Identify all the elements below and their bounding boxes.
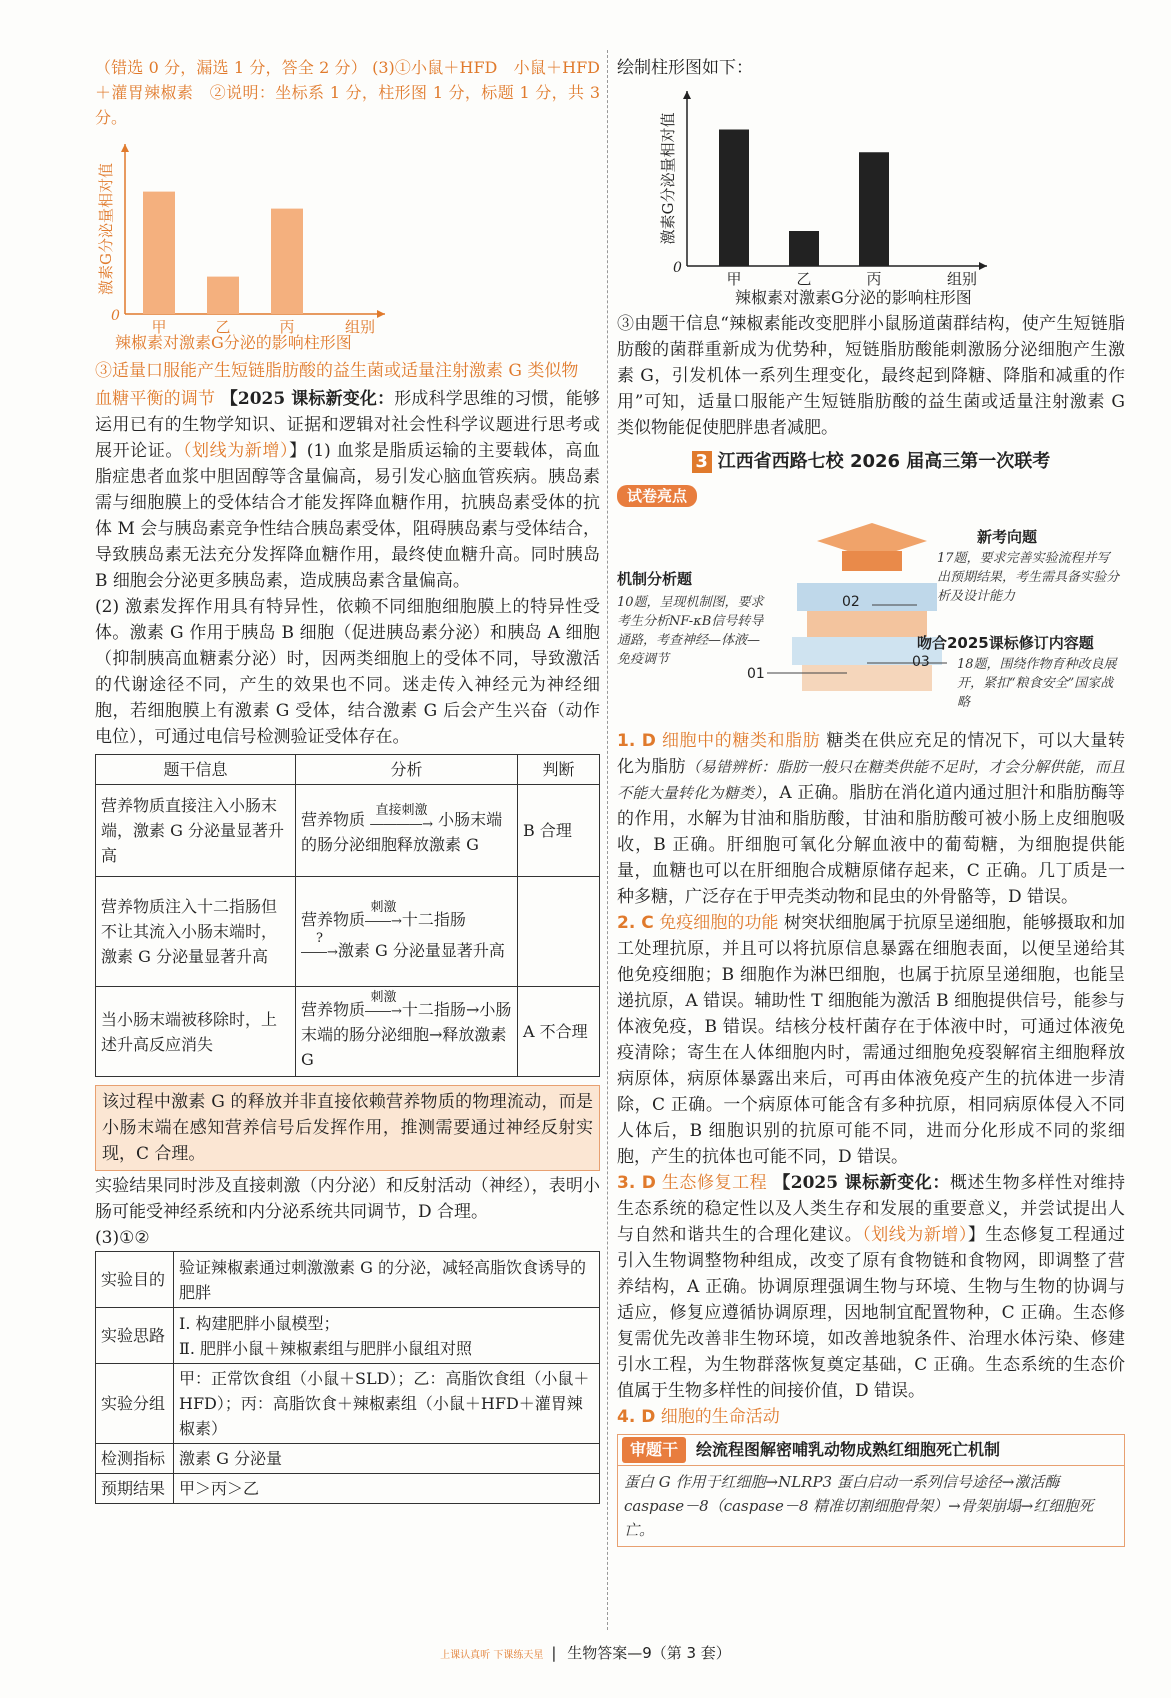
tick-label-丙: 丙 xyxy=(866,270,882,288)
right-column xyxy=(617,55,1125,1547)
t1-r3-arrow-label: 刺激 xyxy=(370,990,397,1005)
t2-v1b: Ⅱ. 肥胖小鼠＋辣椒素组与肥胖小鼠组对照 xyxy=(179,1338,473,1358)
a3-text: 】生态修复工程通过引入生物调整物种组成，改变了原有食物链和食物网，即调整了营养结构，A 正确。协调原理强调生物与环境、生物与生物的协调与适应，修复应遵循协调原理，因地制宜配置物种，C 正确。生态修复需优先改善非生物环境，如改善地貌条件、治理水体污染、修建引水工程，为生物群落恢复奠定基础，C 正确。生态系统的生态价值属于生物多样性的间接价值，D 错误。 xyxy=(617,1225,1126,1401)
footer-brand: 上课认真听 下课练天星 xyxy=(440,1650,544,1661)
hi3-text: 18题，围绕作物育种改良展开，紧扣“粮食安全”国家战略 xyxy=(957,657,1117,710)
shen-text: 蛋白 G 作用于红细胞→NLRP3 蛋白启动一系列信号途径→激活酶 caspase－8（caspase－8 精准切割细胞骨架）→骨架崩塌→红细胞死亡。 xyxy=(624,1473,1094,1539)
a3-tag-note: （划线为新增） xyxy=(862,1225,968,1245)
x-axis-arrow xyxy=(377,310,385,318)
origin-label: 0 xyxy=(111,308,120,324)
bar-乙 xyxy=(207,277,239,314)
shen-tag: 审题干 xyxy=(622,1437,686,1463)
t2-k0: 实验目的 xyxy=(96,1252,174,1308)
a2-text: 树突状细胞属于抗原呈递细胞，能够摄取和加工处理抗原，并且可以将抗原信息暴露在细胞表面，以便呈递给其他免疫细胞；B 细胞作为淋巴细胞，也属于抗原呈递细胞，也能呈递抗原，A 错误。辅助性 T 细胞能为激活 B 细胞提供信号，能参与体液免疫，B 错误。结核分枝杆菌存在于体液中时，可通过体液免疫清除；寄生在人体细胞内时，需通过细胞免疫裂解宿主细胞释放病原体，病原体暴露出来后，可再由体液免疫产生的抗体进一步清除，C 正确。一个病原体可能含有多种抗原，相同病原体侵入不同人体后，B 细胞识别的抗原可能不同，进而分化形成不同的浆细胞，产生的抗体也可能不同，D 错误。 xyxy=(617,913,1126,1167)
x-axis-label: 组别 xyxy=(345,318,376,334)
left-p1: (1) 血浆是脂质运输的主要载体，高血脂症患者血浆中胆固醇等含量偏高，易引发心脑血管疾病。胰岛素需与细胞膜上的受体结合才能发挥降血糖作用，抗胰岛素受体的抗体 M 会与胰岛素竞争性结合胰岛素受体，阻碍胰岛素与受体结合，导致胰岛素无法充分发挥降血糖作用，最终使血糖升高。同时胰岛 B 细胞会分泌更多胰岛素，造成胰岛素含量偏高。 xyxy=(95,441,601,591)
footer: 上课认真听 下课练天星 | 生物答案—9（第 3 套） xyxy=(440,1644,731,1662)
highlights-graphic xyxy=(617,513,1125,728)
hi3-title: 吻合2025课标修订内容题 xyxy=(917,634,1094,652)
hi1 xyxy=(617,569,767,669)
a4-topic: 细胞的生命活动 xyxy=(660,1407,780,1427)
bar-丙 xyxy=(271,209,303,314)
tick-label-甲: 甲 xyxy=(726,270,742,288)
left-question-block xyxy=(95,386,600,594)
t2-k3: 检测指标 xyxy=(96,1444,174,1474)
t1-r3-arrow: 刺激 ――→ xyxy=(365,990,402,1019)
a1-rest: ，A 正确。脂肪在消化道内通过胆汁和脂肪酶等的作用，水解为甘油和脂肪酸，甘油和脂肪酸可被小肠上皮细胞吸收，B 正确。肝细胞可氧化分解血液中的葡萄糖，为细胞提供能量，血糖也可以在肝细胞合成糖原储存起来，C 正确。几丁质是一种多糖，广泛存在于甲壳类动物和昆虫的外骨骼等，D 错误。 xyxy=(617,783,1125,907)
num-01: 01 xyxy=(747,666,765,682)
bar-甲 xyxy=(719,130,749,267)
t2-v2: 甲：正常饮食组（小鼠＋SLD）；乙：高脂饮食组（小鼠＋HFD）；丙：高脂饮食＋辣椒素组（小鼠＋HFD＋灌胃辣椒素） xyxy=(174,1364,600,1444)
chart-left xyxy=(95,134,395,334)
answer-4 xyxy=(617,1404,1125,1430)
t2-v0: 验证辣椒素通过刺激激素 G 的分泌，减轻高脂饮食诱导的肥胖 xyxy=(174,1252,600,1308)
left-column xyxy=(95,55,600,1504)
q-tag-text: 形成科学思维的习惯，能够运用已有的生物学知识、证据和逻辑对社会性科学议题进行思考或展开论证。 xyxy=(95,389,601,461)
a3-tag-text: 概述生物多样性对维持生态系统的稳定性以及人类生存和发展的重要意义，并尝试提出人与自然和谐共生的合理化建议。 xyxy=(617,1173,1125,1245)
shen-header xyxy=(618,1435,1124,1466)
a3-num: 3. D xyxy=(617,1173,656,1193)
tick-label-甲: 甲 xyxy=(151,318,167,334)
th-analysis: 分析 xyxy=(296,755,518,785)
left-p3: 实验结果同时涉及直接刺激（内分泌）和反射活动（神经），表明小肠可能受神经系统和内分泌系统共同调节，D 合理。 xyxy=(95,1176,600,1222)
answer-3 xyxy=(617,1170,1125,1404)
section-title-text: 江西省西路七校 2026 届高三第一次联考 xyxy=(717,451,1051,472)
a4-num: 4. D xyxy=(617,1407,656,1427)
x-axis-arrow xyxy=(979,262,987,270)
t1-r2-b: 十二指肠 xyxy=(401,909,466,929)
hi2-text: 17题，要求完善实验流程并写出预期结果，考生需具备实验分析及设计能力 xyxy=(937,551,1120,604)
t1-r3-b: 十二指肠 xyxy=(401,1000,466,1019)
left-answer3: ③适量口服能产生短链脂肪酸的益生菌或适量注射激素 G 类似物 xyxy=(95,361,579,381)
t1-r3-analysis xyxy=(296,987,518,1077)
x-axis-label: 组别 xyxy=(947,270,978,288)
left-p2: (2) 激素发挥作用具有特异性，依赖不同细胞细胞膜上的特异性受体。激素 G 作用于胰岛 B 细胞（促进胰岛素分泌）和胰岛 A 细胞（抑制胰高血糖素分泌）时，因两类细胞上的受体不同，导致激活的代谢途径不同，产生的效果也不同。迷走传入神经元为神经细胞，若细胞膜上有激素 G 受体，结合激素 G 后会产生兴奋（动作电位），可通过电信号检测验证受体存在。 xyxy=(95,597,600,747)
right-intro: 绘制柱形图如下： xyxy=(617,58,753,78)
chart-right-caption: 辣椒素对激素G分泌的影响柱形图 xyxy=(735,288,972,307)
chart-right xyxy=(657,81,1037,291)
t1-r2-q: ? xyxy=(315,930,323,946)
th-info: 题干信息 xyxy=(96,755,296,785)
t1-r2-info: 营养物质注入十二指肠但不让其流入小肠末端时，激素 G 分泌量显著升高 xyxy=(96,877,296,987)
t1-r2-arrow-label: 刺激 xyxy=(370,899,397,915)
hi1-text: 10题，呈现机制图，要求考生分析NF-κB信号转导通路，考查神经—体液—免疫调节 xyxy=(617,595,764,667)
t2-v1a: Ⅰ. 构建肥胖小鼠模型； xyxy=(179,1313,340,1333)
shen-title: 绘流程图解密哺乳动物成熟红细胞死亡机制 xyxy=(696,1440,1001,1459)
num-02: 02 xyxy=(842,594,860,610)
t2-v1 xyxy=(174,1308,600,1364)
bar-丙 xyxy=(859,152,889,266)
t1-r1-judge: B 合理 xyxy=(518,785,600,877)
experiment-table xyxy=(95,1251,600,1504)
tick-label-乙: 乙 xyxy=(215,318,231,334)
t2-k1: 实验思路 xyxy=(96,1308,174,1364)
left-p4: (3)①② xyxy=(95,1228,150,1248)
left-intro: （错选 0 分，漏选 1 分，答全 2 分） (3)①小鼠＋HFD 小鼠＋HFD＋灌胃辣椒素 ②说明：坐标系 1 分，柱形图 1 分，标题 1 分，共 3 分。 xyxy=(95,58,600,127)
t1-r2-arrow2: ? ――→ xyxy=(301,930,338,960)
th-judge: 判断 xyxy=(518,755,600,785)
t1-r3-info: 当小肠末端被移除时，上述升高反应消失 xyxy=(96,987,296,1077)
tick-label-乙: 乙 xyxy=(796,270,812,288)
t2-k2: 实验分组 xyxy=(96,1364,174,1444)
a2-topic: 免疫细胞的功能 xyxy=(659,913,779,933)
q-tag-note: （划线为新增） xyxy=(182,441,290,461)
t1-r2-analysis xyxy=(296,877,518,987)
answer-2 xyxy=(617,910,1125,1170)
y-axis-arrow xyxy=(683,91,691,99)
q-title: 血糖平衡的调节 xyxy=(95,389,216,409)
analysis-table xyxy=(95,754,600,1077)
t1-r3-c: →小肠末端的肠分泌细胞→释放激素 G xyxy=(301,1000,512,1069)
y-axis-label: 激素G分泌量相对值 xyxy=(659,112,677,245)
t1-r2-arrow: 刺激 ――→ xyxy=(365,899,402,929)
highlights-tag: 试卷亮点 xyxy=(617,485,697,507)
highlight-note: 该过程中激素 G 的释放并非直接依赖营养物质的物理流动，而是小肠末端在感知营养信号后发挥作用，推测需要通过神经反射实现，C 合理。 xyxy=(95,1085,600,1171)
y-axis-label: 激素G分泌量相对值 xyxy=(97,163,115,295)
t1-r1-arrow-label: 直接刺激 xyxy=(375,803,428,818)
num-03: 03 xyxy=(912,654,930,670)
t1-r1-info: 营养物质直接注入小肠末端，激素 G 分泌量显著升高 xyxy=(96,785,296,877)
t1-r1-arrow: 直接刺激 ――――→ xyxy=(370,803,434,832)
origin-label: 0 xyxy=(673,260,682,276)
hi2 xyxy=(937,527,1122,606)
bar-乙 xyxy=(789,231,819,266)
section-title xyxy=(617,449,1125,475)
t1-r2-c: 激素 G 分泌量显著升高 xyxy=(337,940,505,960)
hi2-title: 新考向题 xyxy=(977,528,1038,546)
bar-甲 xyxy=(143,192,175,314)
shen-box xyxy=(617,1434,1125,1547)
hi3 xyxy=(917,633,1122,712)
footer-text: 生物答案—9（第 3 套） xyxy=(567,1644,731,1662)
a1-note: （易错辨析：脂肪一般只在糖类供能不足时，才会分解供能，而且不能大量转化为糖类） xyxy=(617,758,1125,802)
t1-r1-analysis xyxy=(296,785,518,877)
t2-k4: 预期结果 xyxy=(96,1474,174,1504)
right-p1: ③由题干信息“辣椒素能改变肥胖小鼠肠道菌群结构，使产生短链脂肪酸的菌群重新成为优势种，短链脂肪酸能刺激肠分泌细胞产生激素 G，引发机体一系列生理变化，最终起到降糖、降脂和减重的作用”可知，适量口服能产生短链脂肪酸的益生菌或适量注射激素 G 类似物能促使肥胖患者减肥。 xyxy=(617,314,1125,438)
q-tag-end: 】 xyxy=(289,441,307,461)
t2-v4: 甲＞丙＞乙 xyxy=(174,1474,600,1504)
t1-r3-judge: A 不合理 xyxy=(518,987,600,1077)
chart-left-caption: 辣椒素对激素G分泌的影响柱形图 xyxy=(115,333,352,352)
a2-num: 2. C xyxy=(617,913,654,933)
a1-num: 1. D xyxy=(617,731,656,751)
t1-r2-a: 营养物质 xyxy=(301,909,366,929)
tick-label-丙: 丙 xyxy=(279,318,295,334)
y-axis-arrow xyxy=(121,144,129,152)
t1-r1-a: 营养物质 xyxy=(301,810,366,829)
q-tag: 【2025 课标新变化： xyxy=(220,389,395,409)
t1-r1-b: 小肠末端的肠分泌细胞释放激素 G xyxy=(301,810,503,854)
a3-tag: 【2025 课标新变化： xyxy=(773,1173,950,1193)
a1-topic: 细胞中的糖类和脂肪 xyxy=(661,731,821,751)
section-number: 3 xyxy=(692,451,712,473)
a1-text: 糖类在供应充足的情况下，可以大量转化为脂肪 xyxy=(617,731,1126,777)
column-divider xyxy=(607,50,608,1630)
answer-1 xyxy=(617,728,1125,910)
t1-r2-judge xyxy=(518,877,600,987)
t1-r3-a: 营养物质 xyxy=(301,1000,366,1019)
t2-v3: 激素 G 分泌量 xyxy=(174,1444,600,1474)
hi1-title: 机制分析题 xyxy=(617,570,693,588)
a3-topic: 生态修复工程 xyxy=(661,1173,768,1193)
